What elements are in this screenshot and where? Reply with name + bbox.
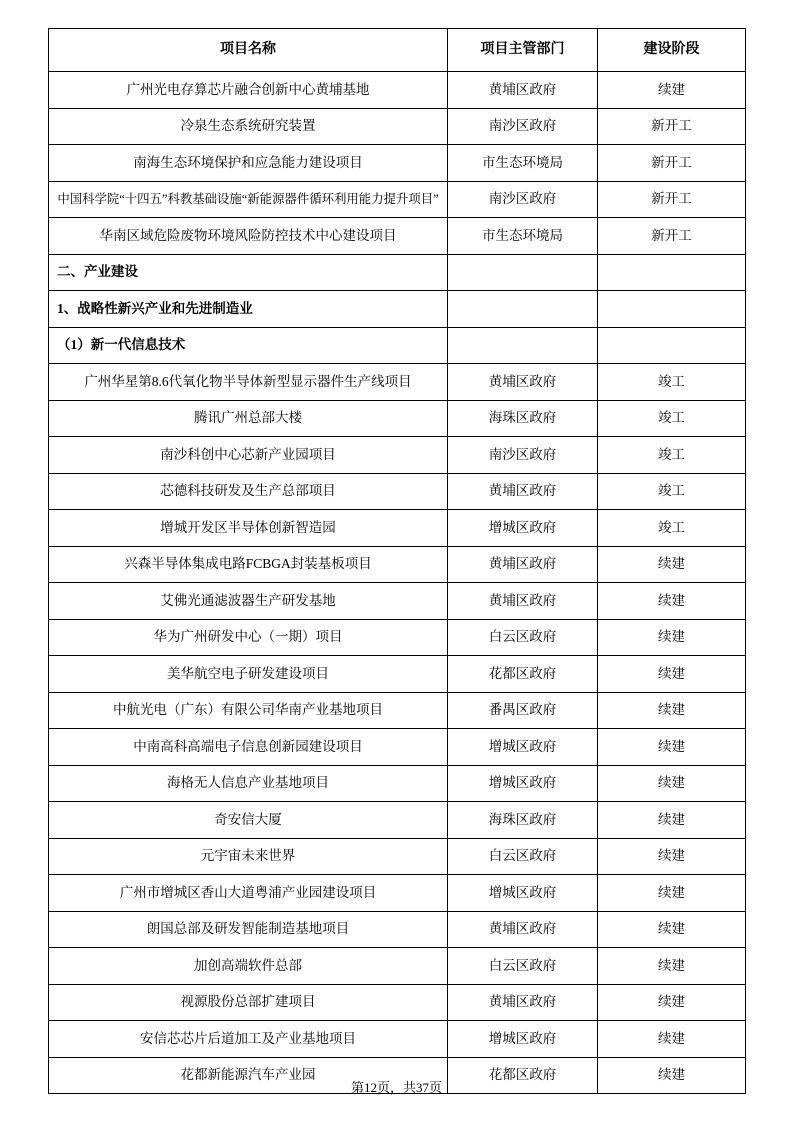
department-name: 增城区政府 xyxy=(488,738,557,754)
cell-department xyxy=(448,510,598,547)
cell-stage xyxy=(598,181,746,218)
table-header xyxy=(49,29,746,72)
stage-label xyxy=(598,255,745,291)
section-heading: 二、产业建设 xyxy=(57,264,138,280)
department-name: 黄埔区政府 xyxy=(488,483,557,499)
department-name: 南沙区政府 xyxy=(488,446,557,462)
cell-department xyxy=(448,911,598,948)
department-name: 海珠区政府 xyxy=(488,410,557,426)
table-row xyxy=(49,400,746,437)
cell-project-name xyxy=(49,510,448,547)
cell-stage xyxy=(598,802,746,839)
header-cell-project-name xyxy=(49,29,448,72)
cell-department xyxy=(448,656,598,693)
project-name: 加创高端软件总部 xyxy=(194,957,302,973)
stage-label: 新开工 xyxy=(651,191,692,207)
table-row xyxy=(49,473,746,510)
cell-department xyxy=(448,327,598,364)
cell-project-name xyxy=(49,437,448,474)
department-name: 白云区政府 xyxy=(488,957,557,973)
table-row xyxy=(49,656,746,693)
section-heading: （1）新一代信息技术 xyxy=(57,337,186,353)
stage-label: 续建 xyxy=(658,994,685,1010)
department-name: 黄埔区政府 xyxy=(488,994,557,1010)
cell-project-name xyxy=(49,1021,448,1058)
cell-project-name xyxy=(49,875,448,912)
table-row xyxy=(49,327,746,364)
cell-department xyxy=(448,838,598,875)
cell-department xyxy=(448,546,598,583)
cell-department xyxy=(448,72,598,109)
cell-stage xyxy=(598,510,746,547)
cell-department xyxy=(448,108,598,145)
cell-department xyxy=(448,802,598,839)
cell-project-name xyxy=(49,619,448,656)
table-row xyxy=(49,765,746,802)
project-name: 广州市增城区香山大道粤浦产业园建设项目 xyxy=(119,884,377,900)
project-name: 兴森半导体集成电路FCBGA封装基板项目 xyxy=(124,556,372,572)
project-name: 中南高科高端电子信息创新园建设项目 xyxy=(133,738,363,754)
cell-project-name xyxy=(49,948,448,985)
table-row xyxy=(49,145,746,182)
stage-label: 续建 xyxy=(658,921,685,937)
header-label-stage: 建设阶段 xyxy=(643,41,700,57)
cell-department xyxy=(448,729,598,766)
project-name: 安信芯芯片后道加工及产业基地项目 xyxy=(140,1030,356,1046)
project-name: 冷泉生态系统研究装置 xyxy=(180,118,316,134)
cell-department xyxy=(448,364,598,401)
department-name: 花都区政府 xyxy=(488,665,557,681)
cell-project-name xyxy=(49,218,448,255)
table-row xyxy=(49,948,746,985)
projects-table xyxy=(48,28,746,1094)
cell-stage xyxy=(598,218,746,255)
stage-label: 续建 xyxy=(658,884,685,900)
table-row xyxy=(49,911,746,948)
stage-label: 续建 xyxy=(658,848,685,864)
project-name: 南沙科创中心芯新产业园项目 xyxy=(160,446,336,462)
header-label-department: 项目主管部门 xyxy=(480,41,565,57)
cell-stage xyxy=(598,108,746,145)
department-name: 黄埔区政府 xyxy=(488,556,557,572)
cell-stage xyxy=(598,911,746,948)
department-name xyxy=(448,328,597,364)
project-name: 朗国总部及研发智能制造基地项目 xyxy=(146,921,350,937)
project-name: 中国科学院“十四五”科教基础设施“新能源器件循环利用能力提升项目” xyxy=(57,191,439,206)
stage-label: 新开工 xyxy=(651,154,692,170)
table-row xyxy=(49,729,746,766)
project-name: 芯德科技研发及生产总部项目 xyxy=(160,483,336,499)
table-row xyxy=(49,218,746,255)
project-name: 花都新能源汽车产业园 xyxy=(180,1067,316,1083)
cell-department xyxy=(448,473,598,510)
project-name: 华为广州研发中心（一期）项目 xyxy=(153,629,343,645)
cell-stage xyxy=(598,145,746,182)
cell-stage xyxy=(598,1021,746,1058)
cell-project-name xyxy=(49,108,448,145)
cell-project-name xyxy=(49,364,448,401)
project-name: 美华航空电子研发建设项目 xyxy=(167,665,329,681)
project-name: 广州光电存算芯片融合创新中心黄埔基地 xyxy=(126,81,370,97)
table-row xyxy=(49,619,746,656)
cell-stage xyxy=(598,656,746,693)
table-row xyxy=(49,510,746,547)
cell-project-name xyxy=(49,838,448,875)
stage-label: 续建 xyxy=(658,738,685,754)
stage-label: 续建 xyxy=(658,811,685,827)
cell-stage xyxy=(598,400,746,437)
stage-label: 续建 xyxy=(658,1030,685,1046)
cell-department xyxy=(448,619,598,656)
cell-stage xyxy=(598,364,746,401)
cell-project-name xyxy=(49,254,448,291)
project-name: 南海生态环境保护和应急能力建设项目 xyxy=(133,154,363,170)
project-name: 腾讯广州总部大楼 xyxy=(194,410,302,426)
stage-label: 续建 xyxy=(658,702,685,718)
department-name: 市生态环境局 xyxy=(482,227,563,243)
project-name: 增城开发区半导体创新智造园 xyxy=(160,519,336,535)
department-name: 增城区政府 xyxy=(488,775,557,791)
department-name: 黄埔区政府 xyxy=(488,921,557,937)
table-row xyxy=(49,364,746,401)
cell-project-name xyxy=(49,984,448,1021)
stage-label: 竣工 xyxy=(658,410,685,426)
stage-label: 竣工 xyxy=(658,519,685,535)
cell-project-name xyxy=(49,145,448,182)
cell-department xyxy=(448,984,598,1021)
project-name: 广州华星第8.6代氧化物半导体新型显示器件生产线项目 xyxy=(84,373,412,389)
cell-department xyxy=(448,145,598,182)
cell-department xyxy=(448,1021,598,1058)
cell-project-name xyxy=(49,765,448,802)
table-row xyxy=(49,291,746,328)
table-row xyxy=(49,254,746,291)
stage-label: 续建 xyxy=(658,556,685,572)
department-name: 白云区政府 xyxy=(488,848,557,864)
cell-project-name xyxy=(49,692,448,729)
department-name: 黄埔区政府 xyxy=(488,592,557,608)
cell-project-name xyxy=(49,656,448,693)
cell-stage xyxy=(598,327,746,364)
stage-label: 新开工 xyxy=(651,227,692,243)
cell-stage xyxy=(598,291,746,328)
project-name: 奇安信大厦 xyxy=(214,811,282,827)
table-row xyxy=(49,546,746,583)
department-name: 番禺区政府 xyxy=(488,702,557,718)
header-label-project-name: 项目名称 xyxy=(220,41,276,57)
table-body xyxy=(49,72,746,1094)
cell-department xyxy=(448,400,598,437)
cell-stage xyxy=(598,583,746,620)
cell-project-name xyxy=(49,72,448,109)
stage-label: 续建 xyxy=(658,775,685,791)
table-row xyxy=(49,437,746,474)
cell-project-name xyxy=(49,546,448,583)
cell-stage xyxy=(598,692,746,729)
stage-label: 续建 xyxy=(658,629,685,645)
stage-label xyxy=(598,291,745,327)
cell-stage xyxy=(598,619,746,656)
project-name: 海格无人信息产业基地项目 xyxy=(167,775,329,791)
cell-department xyxy=(448,583,598,620)
stage-label: 续建 xyxy=(658,1067,685,1083)
cell-stage xyxy=(598,984,746,1021)
cell-project-name xyxy=(49,583,448,620)
stage-label: 续建 xyxy=(658,81,685,97)
project-name: 华南区域危险废物环境风险防控技术中心建设项目 xyxy=(99,227,397,243)
cell-stage xyxy=(598,254,746,291)
table-row xyxy=(49,984,746,1021)
department-name: 增城区政府 xyxy=(488,884,557,900)
cell-stage xyxy=(598,546,746,583)
table-row xyxy=(49,802,746,839)
department-name: 海珠区政府 xyxy=(488,811,557,827)
cell-stage xyxy=(598,729,746,766)
cell-department xyxy=(448,254,598,291)
department-name: 黄埔区政府 xyxy=(488,373,557,389)
department-name: 南沙区政府 xyxy=(488,118,557,134)
cell-project-name xyxy=(49,802,448,839)
cell-project-name xyxy=(49,729,448,766)
table-header-row xyxy=(49,29,746,72)
cell-department xyxy=(448,437,598,474)
department-name xyxy=(448,291,597,327)
cell-stage xyxy=(598,875,746,912)
stage-label: 新开工 xyxy=(651,118,692,134)
cell-project-name xyxy=(49,291,448,328)
cell-project-name xyxy=(49,327,448,364)
cell-project-name xyxy=(49,473,448,510)
cell-stage xyxy=(598,838,746,875)
project-name: 艾佛光通滤波器生产研发基地 xyxy=(160,592,336,608)
cell-department xyxy=(448,291,598,328)
stage-label: 竣工 xyxy=(658,446,685,462)
department-name: 白云区政府 xyxy=(488,629,557,645)
header-cell-department xyxy=(448,29,598,72)
cell-department xyxy=(448,692,598,729)
stage-label: 续建 xyxy=(658,957,685,973)
cell-department xyxy=(448,181,598,218)
stage-label: 竣工 xyxy=(658,483,685,499)
project-name: 中航光电（广东）有限公司华南产业基地项目 xyxy=(113,702,383,718)
cell-project-name xyxy=(49,911,448,948)
cell-stage xyxy=(598,765,746,802)
page-footer: 第12页，共37页 xyxy=(350,1080,442,1095)
department-name: 增城区政府 xyxy=(488,1030,557,1046)
project-name: 视源股份总部扩建项目 xyxy=(180,994,316,1010)
stage-label: 续建 xyxy=(658,665,685,681)
cell-stage xyxy=(598,72,746,109)
cell-department xyxy=(448,875,598,912)
cell-stage xyxy=(598,473,746,510)
table-row xyxy=(49,583,746,620)
stage-label: 竣工 xyxy=(658,373,685,389)
cell-department xyxy=(448,948,598,985)
stage-label: 续建 xyxy=(658,592,685,608)
section-heading: 1、战略性新兴产业和先进制造业 xyxy=(57,300,253,316)
cell-project-name xyxy=(49,181,448,218)
cell-stage xyxy=(598,948,746,985)
cell-department xyxy=(448,218,598,255)
cell-department xyxy=(448,765,598,802)
table-row xyxy=(49,692,746,729)
table-row xyxy=(49,838,746,875)
department-name: 增城区政府 xyxy=(488,519,557,535)
table-row xyxy=(49,72,746,109)
department-name: 南沙区政府 xyxy=(488,191,557,207)
table-row xyxy=(49,875,746,912)
cell-project-name xyxy=(49,400,448,437)
table-row xyxy=(49,108,746,145)
table-row xyxy=(49,181,746,218)
header-cell-stage xyxy=(598,29,746,72)
cell-stage xyxy=(598,437,746,474)
table-row xyxy=(49,1021,746,1058)
department-name: 黄埔区政府 xyxy=(488,81,557,97)
project-name: 元宇宙未来世界 xyxy=(200,848,296,864)
stage-label xyxy=(598,328,745,364)
department-name xyxy=(448,255,597,291)
department-name: 市生态环境局 xyxy=(482,154,563,170)
department-name: 花都区政府 xyxy=(488,1067,557,1083)
